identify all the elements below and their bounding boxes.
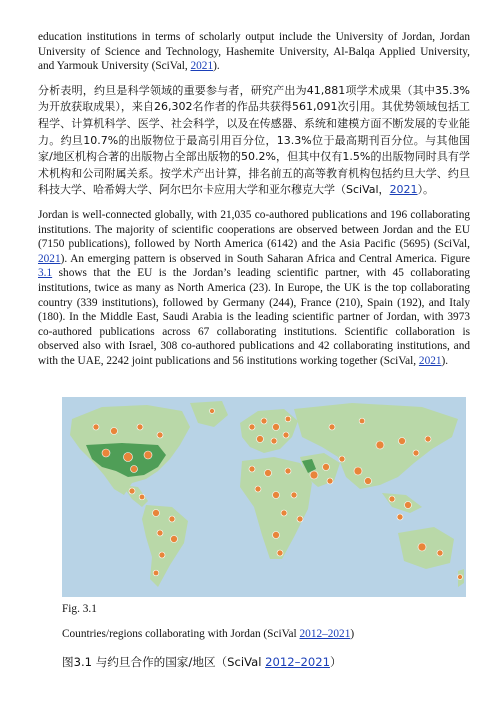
map-dot xyxy=(131,466,138,473)
map-dot xyxy=(425,436,431,442)
map-dot xyxy=(359,418,365,424)
map-dot xyxy=(169,516,175,522)
map-dot xyxy=(249,466,255,472)
page-body xyxy=(38,30,470,368)
figure-caption-english: Countries/regions collaborating with Jordan (SciVal 2012–2021) xyxy=(62,628,355,640)
paragraph-intro-end: education institutions in terms of scholarly output include the University of Jordan, Jordan University of Science and Technology, Hashemite University, Al-Balqa Applied University, and Yarmouk University (SciVal, 2021). xyxy=(38,31,470,73)
map-dot xyxy=(124,453,133,462)
map-dot xyxy=(129,488,135,494)
paragraph-collaboration: Jordan is well-connected globally, with 21,035 co-authored publications and 196 collaborating institutions. The majority of scientific cooperations are observed between Jordan and the EU (7150 publications), followed by North America (6142) and the Asia Pacific (5695) (SciVal, 2021). An emerging pattern is observed in South Saharan Africa and Central America. Figure 3.1 shows that the EU is the Jordan’s leading scientific partner, with 45 collaborating institutions, twice as many as North America (23). In Europe, the UK is the top collaborating country (339 institutions), followed by Germany (244), France (210), Spain (192), and Italy (180). In the Middle East, Saudi Arabia is the leading scientific partner of Jordan, with 3973 co-authored publications across 67 collaborating institutions. Scientific collaboration is observed also with Israel, 308 co-authored publications and 42 collaborating institutions, and with the UAE, 2242 joint publications and 56 institutions working together (SciVal, 2021). xyxy=(38,208,470,367)
map-dot xyxy=(273,492,280,499)
paragraph-chinese-summary: 分析表明，约旦是科学领域的重要参与者，研究产出为41,881项学术成果（其中35.3%为开放获取成果），来自26,302名作者的作品共获得561,091次引用。其优势领域包括工程学、计算机科学、医学、社会科学，以及在传感器、系统和建模方面不断发展的专业能力。约旦10.7%的出版物位于最高引用百分位，13.3%位于最高期刊百分位。与其他国家/地区机构合著的出版物占全部出版物的50.2%，但其中仅有1.5%的出版物同时具有学术机构和公司附属关系。按学术产出计算，排名前五的高等教育机构包括约旦大学、约旦科技大学、哈希姆大学、阿尔巴尔卡应用大学和亚尔穆克大学（SciVal，2021）。 xyxy=(38,83,470,197)
map-dot xyxy=(329,424,335,430)
map-dot xyxy=(273,424,280,431)
map-dot xyxy=(437,550,443,556)
figure-link[interactable]: 3.1 xyxy=(38,267,53,280)
map-dot xyxy=(102,449,110,457)
map-dot xyxy=(283,432,289,438)
citation-link[interactable]: 2012–2021 xyxy=(265,655,330,669)
map-dot xyxy=(365,478,372,485)
map-dot xyxy=(157,530,163,536)
map-dot xyxy=(376,441,384,449)
map-dot xyxy=(171,536,178,543)
map-dot xyxy=(285,416,291,422)
map-dot xyxy=(323,464,330,471)
map-dot xyxy=(271,438,277,444)
map-dot xyxy=(257,436,264,443)
map-dot xyxy=(281,510,287,516)
world-map xyxy=(62,397,466,597)
citation-link[interactable]: 2021 xyxy=(190,60,214,73)
map-dot xyxy=(458,575,463,580)
map-dot xyxy=(153,570,159,576)
map-dot xyxy=(139,494,145,500)
figure-caption-chinese: 图3.1 与约旦合作的国家/地区（SciVal 2012–2021） xyxy=(62,655,342,669)
map-dot xyxy=(297,516,303,522)
map-dot xyxy=(327,478,333,484)
map-dot xyxy=(144,451,152,459)
map-dot xyxy=(273,532,280,539)
map-dot xyxy=(249,424,255,430)
map-dot xyxy=(291,492,297,498)
map-dot xyxy=(413,450,419,456)
map-dot xyxy=(137,424,143,430)
map-dot xyxy=(389,496,395,502)
map-dot xyxy=(405,502,412,509)
map-dot xyxy=(397,514,403,520)
map-dot xyxy=(153,510,160,517)
map-dot xyxy=(354,467,362,475)
map-dot xyxy=(159,552,165,558)
map-dot xyxy=(339,456,345,462)
map-dot xyxy=(261,418,267,424)
map-dot xyxy=(310,471,318,479)
map-dot xyxy=(111,428,118,435)
world-map-figure xyxy=(62,397,466,597)
citation-link[interactable]: 2021 xyxy=(38,252,61,265)
map-dot xyxy=(93,424,99,430)
map-dot xyxy=(418,543,426,551)
map-dot xyxy=(210,409,215,414)
map-dot xyxy=(277,550,283,556)
citation-link[interactable]: 2012–2021 xyxy=(299,628,351,640)
map-dot xyxy=(285,468,291,474)
figure-label: Fig. 3.1 xyxy=(62,603,97,615)
map-dot xyxy=(265,470,272,477)
citation-link[interactable]: 2021 xyxy=(389,183,418,197)
map-dot xyxy=(399,438,406,445)
map-dot xyxy=(255,486,261,492)
map-dot xyxy=(157,432,163,438)
citation-link[interactable]: 2021 xyxy=(418,354,442,367)
